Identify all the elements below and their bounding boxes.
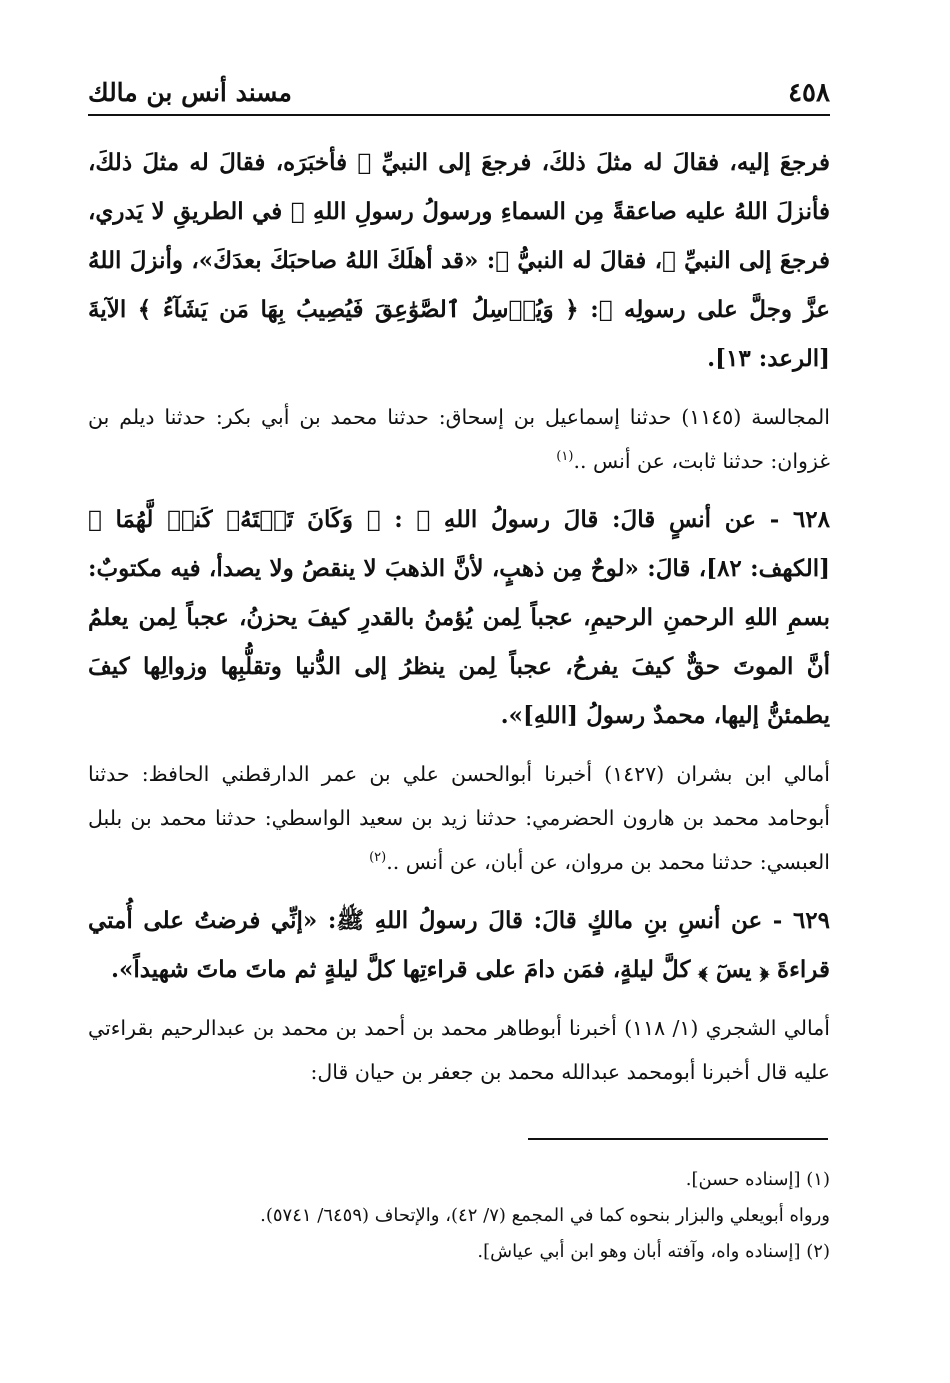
- footnote-separator: [528, 1138, 828, 1140]
- source-paragraph: أمالي الشجري (١/ ١١٨) أخبرنا أبوطاهر محمد بن أحمد بن محمد بن عبدالرحيم بقراءتي عليه قال أخبرنا أبومحمد عبدالله محمد بن جعفر بن حيان قال:: [88, 1016, 830, 1084]
- footnote-ref: (١): [556, 449, 574, 465]
- page-number: ٤٥٨: [788, 78, 830, 108]
- page-body: [88, 138, 830, 1106]
- footnote-1: (١) [إسناده حسن].: [685, 1169, 830, 1190]
- source-paragraph: أمالي ابن بشران (١٤٢٧) أخبرنا أبوالحسن علي بن عمر الدارقطني الحافظ: حدثنا أبوحامد محمد بن هارون الحضرمي: حدثنا زيد بن سعيد الواسطي: حدثنا محمد بن بلبل العبسي: حدثنا محمد بن مروان، عن أبان، عن أنس ..$^{(٢)}$: [88, 762, 830, 874]
- footnote-1-continued: ورواه أبويعلي والبزار بنحوه كما في المجمع (٧/ ٤٢)، والإتحاف (٦٤٥٩/ ٥٧٤١).: [260, 1205, 830, 1226]
- footnotes: [88, 1162, 830, 1270]
- paragraph-continuation: فرجعَ إليه، فقالَ له مثلَ ذلكَ، فرجعَ إلى النبيِّ ﷺ فأخبَرَه، فقالَ له مثلَ ذلكَ، فأنزلَ اللهُ عليه صاعقةً مِن السماءِ ورسولُ رسولِ اللهِ ﷺ في الطريقِ لا يَدري، فرجعَ إلى النبيِّ ﷺ، فقالَ له النبيُّ ﷺ: «قد أهلَكَ اللهُ صاحبَكَ بعدَكَ»، وأنزلَ اللهُ عزَّ وجلَّ على رسولِه ﷺ: ﴿ وَيُرۡسِلُ ٱلصَّوَٰعِقَ فَيُصِيبُ بِهَا مَن يَشَآءُ ﴾ الآيةَ [الرعد: ١٣].: [88, 149, 830, 372]
- footnote-2: (٢) [إسناده واه، وآفته أبان وهو ابن أبي عياش].: [477, 1241, 830, 1262]
- footnote-ref: (٢): [369, 850, 387, 866]
- running-title: مسند أنس بن مالك: [88, 78, 292, 107]
- page-header: [88, 70, 830, 116]
- hadith-628: ٦٢٨ - عن أنسٍ قالَ: قالَ رسولُ اللهِ ﷺ : ﴿ وَكَانَ تَحۡتَهُۥ كَنزٞ لَّهُمَا ﴾ [الكهف: ٨٢]، قالَ: «لوحٌ مِن ذهبٍ، لأنَّ الذهبَ لا ينقصُ ولا يصدأ، فيه مكتوبٌ: بسمِ اللهِ الرحمنِ الرحيمِ، عجباً لِمن يُؤمنُ بالقدرِ كيفَ يحزنُ، عجباً لِمن يعلمُ أنَّ الموتَ حقٌّ كيفَ يفرحُ، عجباً لِمن ينظرُ إلى الدُّنيا وتقلُّبِها وزوالِها كيفَ يطمئنُّ إليها، محمدٌ رسولُ [اللهِ]».: [88, 506, 831, 729]
- hadith-629: ٦٢٩ - عن أنسِ بنِ مالكٍ قالَ: قالَ رسولُ اللهِ ﷺ: «إنِّي فرضتُ على أُمتي قراءةَ ﴿ يسٓ ﴾ كلَّ ليلةٍ، فمَن دامَ على قراءتِها كلَّ ليلةٍ ثم ماتَ ماتَ شهيداً».: [88, 907, 830, 983]
- source-paragraph: المجالسة (١١٤٥) حدثنا إسماعيل بن إسحاق: حدثنا محمد بن أبي بكر: حدثنا ديلم بن غزوان: حدثنا ثابت، عن أنس ..$^{(١)}$: [88, 405, 830, 473]
